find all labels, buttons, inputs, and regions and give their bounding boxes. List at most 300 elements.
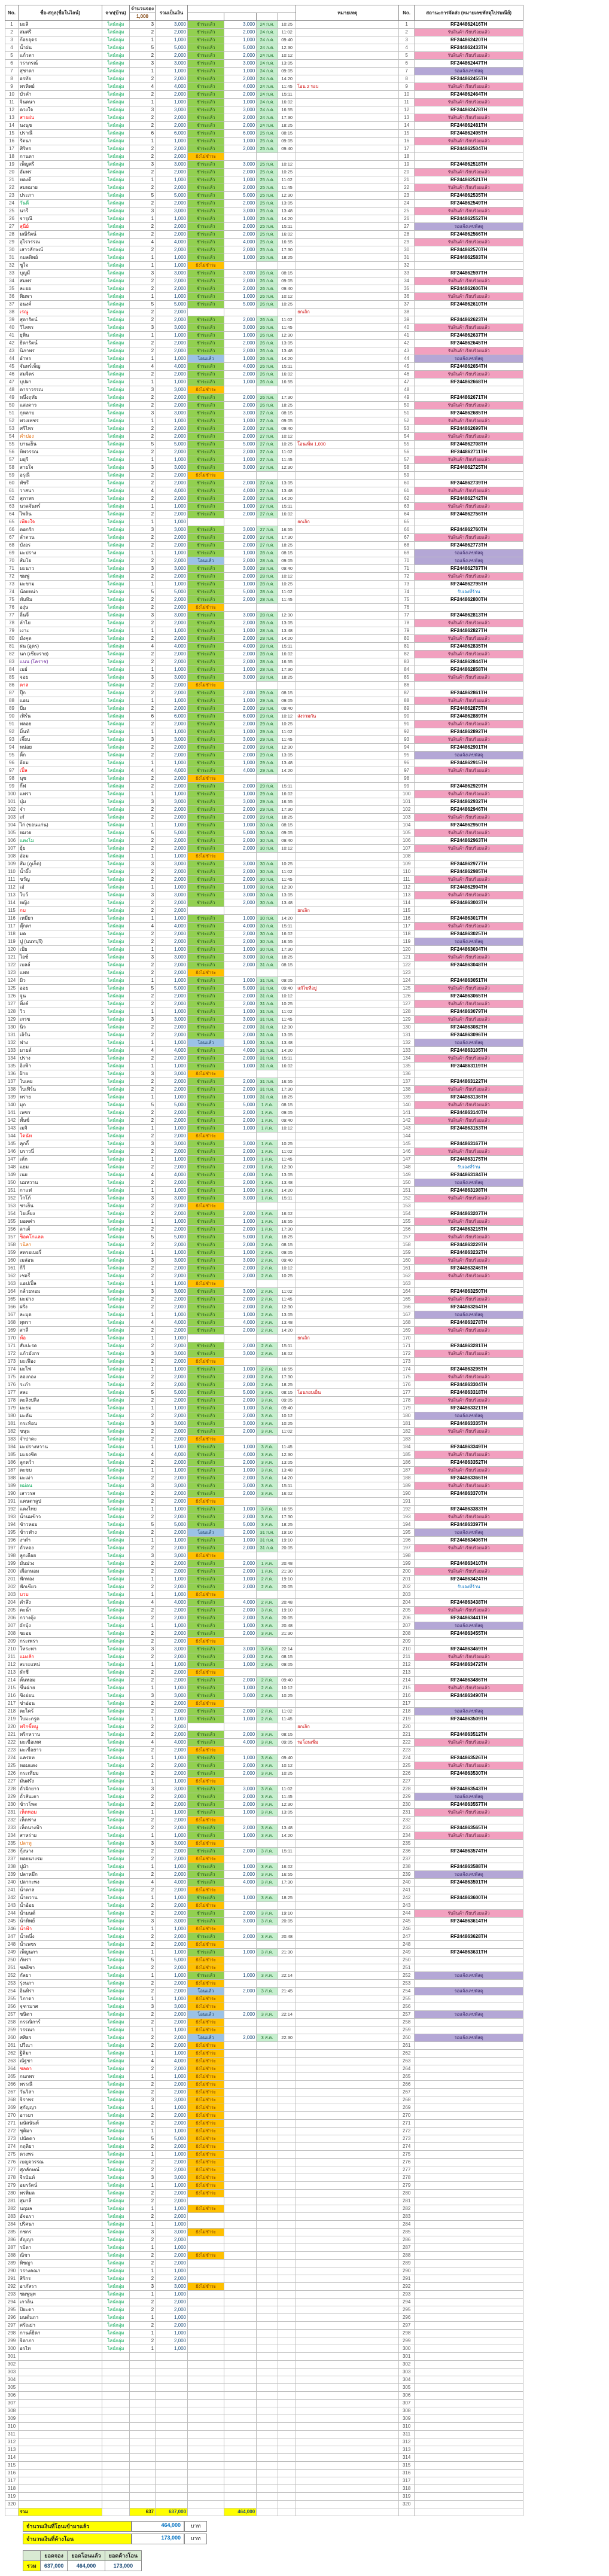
cell-pay[interactable]: [224, 2275, 257, 2283]
cell-from[interactable]: ไลน์กลุ่ม: [102, 1583, 130, 1591]
cell-pay[interactable]: 2,000: [224, 744, 257, 752]
cell-status[interactable]: ชำระแล้ว: [188, 1366, 224, 1374]
cell-no[interactable]: 59: [5, 472, 19, 480]
cell-status[interactable]: [188, 2400, 224, 2407]
cell-name[interactable]: โกโก้: [19, 1195, 102, 1202]
cell-amount[interactable]: 2,000: [156, 1583, 188, 1591]
cell-status[interactable]: ชำระแล้ว: [188, 1063, 224, 1070]
cell-amount[interactable]: 2,000: [156, 1708, 188, 1716]
cell-status[interactable]: ชำระแล้ว: [188, 985, 224, 993]
cell-no2[interactable]: 164: [399, 1288, 415, 1296]
cell-from[interactable]: ไลน์กลุ่ม: [102, 1210, 130, 1218]
cell-time[interactable]: 09:40: [278, 1257, 296, 1265]
cell-note[interactable]: [296, 1319, 399, 1327]
cell-amount[interactable]: 1,000: [156, 2345, 188, 2353]
cell-status[interactable]: ยังไม่ชำระ: [188, 1902, 224, 1910]
cell-from[interactable]: ไลน์กลุ่ม: [102, 215, 130, 223]
cell-status[interactable]: ชำระแล้ว: [188, 480, 224, 487]
cell-date[interactable]: [257, 2166, 278, 2174]
cell-no2[interactable]: 249: [399, 1949, 415, 1957]
cell-time[interactable]: [278, 2128, 296, 2135]
cell-name[interactable]: มะยม: [19, 1405, 102, 1412]
cell-pay[interactable]: 3,000: [224, 526, 257, 534]
cell-status[interactable]: ชำระแล้ว: [188, 868, 224, 876]
cell-pay[interactable]: 2,000: [224, 114, 257, 122]
cell-date[interactable]: 3 ส.ค.: [257, 1879, 278, 1887]
cell-note[interactable]: [296, 1902, 399, 1910]
cell-from[interactable]: ไลน์กลุ่ม: [102, 386, 130, 394]
cell-note[interactable]: [296, 1288, 399, 1296]
cell-from[interactable]: ไลน์กลุ่ม: [102, 1350, 130, 1358]
cell-note[interactable]: [296, 1537, 399, 1545]
cell-name[interactable]: น้ำอ้อย: [19, 1902, 102, 1910]
cell-name[interactable]: มอคค่า: [19, 1218, 102, 1226]
cell-amount[interactable]: 4,000: [156, 1047, 188, 1055]
cell-status[interactable]: ชำระแล้ว: [188, 200, 224, 207]
cell-name[interactable]: ทับทิม: [19, 596, 102, 604]
cell-name[interactable]: เก๋: [19, 814, 102, 822]
cell-date[interactable]: 25 ก.ค.: [257, 161, 278, 169]
cell-qty[interactable]: 2: [130, 2081, 156, 2089]
cell-ship[interactable]: รับสินค้าเรียบร้อยแล้ว: [415, 674, 523, 682]
cell-qty[interactable]: 1: [130, 1778, 156, 1786]
cell-time[interactable]: 16:55: [278, 798, 296, 806]
cell-status[interactable]: ชำระแล้ว: [188, 1607, 224, 1614]
cell-qty[interactable]: 1: [130, 1576, 156, 1583]
cell-pay[interactable]: 2,000: [224, 783, 257, 790]
cell-time[interactable]: 18:25: [278, 814, 296, 822]
cell-no[interactable]: 319: [5, 2493, 19, 2501]
cell-from[interactable]: ไลน์กลุ่ม: [102, 2135, 130, 2143]
cell-status[interactable]: [188, 2236, 224, 2244]
cell-amount[interactable]: 1,000: [156, 977, 188, 985]
cell-amount[interactable]: 2,000: [156, 1490, 188, 1498]
cell-date[interactable]: 3 ส.ค.: [257, 1412, 278, 1420]
cell-from[interactable]: ไลน์กลุ่ม: [102, 1366, 130, 1374]
cell-amount[interactable]: 2,000: [156, 1086, 188, 1094]
cell-no2[interactable]: 306: [399, 2392, 415, 2400]
cell-pay[interactable]: 2,000: [224, 145, 257, 153]
cell-time[interactable]: 09:40: [278, 36, 296, 44]
cell-ship[interactable]: [415, 153, 523, 161]
cell-no2[interactable]: 201: [399, 1576, 415, 1583]
cell-no2[interactable]: 151: [399, 1187, 415, 1195]
cell-amount[interactable]: 1,000: [156, 1008, 188, 1016]
cell-pay[interactable]: [224, 2213, 257, 2221]
cell-no[interactable]: 213: [5, 1669, 19, 1677]
cell-qty[interactable]: 2: [130, 1560, 156, 1568]
cell-name[interactable]: อินทิรา: [19, 1988, 102, 1995]
cell-note[interactable]: [296, 1630, 399, 1638]
cell-time[interactable]: [278, 2135, 296, 2143]
cell-no2[interactable]: 53: [399, 425, 415, 433]
cell-qty[interactable]: 1: [130, 518, 156, 526]
cell-name[interactable]: [19, 2493, 102, 2501]
cell-amount[interactable]: 2,000: [156, 876, 188, 884]
cell-qty[interactable]: 2: [130, 448, 156, 456]
cell-note[interactable]: [296, 1210, 399, 1218]
cell-note[interactable]: [296, 402, 399, 410]
cell-date[interactable]: [257, 853, 278, 860]
cell-ship[interactable]: RF244863140TH: [415, 1109, 523, 1117]
cell-name[interactable]: กล้วยหอม: [19, 1288, 102, 1296]
cell-no2[interactable]: 246: [399, 1925, 415, 1933]
cell-pay[interactable]: [224, 1957, 257, 1964]
cell-from[interactable]: ไลน์กลุ่ม: [102, 1335, 130, 1342]
cell-no2[interactable]: 131: [399, 1031, 415, 1039]
cell-no2[interactable]: 13: [399, 114, 415, 122]
cell-no[interactable]: 179: [5, 1405, 19, 1412]
cell-status[interactable]: [188, 2213, 224, 2221]
cell-no[interactable]: 96: [5, 759, 19, 767]
cell-date[interactable]: [257, 2151, 278, 2159]
cell-qty[interactable]: 3: [130, 324, 156, 332]
cell-no2[interactable]: 301: [399, 2353, 415, 2361]
cell-no[interactable]: 1: [5, 21, 19, 29]
cell-no2[interactable]: 315: [399, 2462, 415, 2470]
cell-amount[interactable]: 1,000: [156, 581, 188, 588]
cell-date[interactable]: 27 ก.ค.: [257, 487, 278, 495]
cell-status[interactable]: ชำระแล้ว: [188, 1568, 224, 1576]
cell-no[interactable]: 131: [5, 1031, 19, 1039]
cell-status[interactable]: ชำระแล้ว: [188, 138, 224, 145]
cell-ship[interactable]: [415, 1887, 523, 1894]
cell-no[interactable]: 296: [5, 2314, 19, 2322]
cell-note[interactable]: [296, 2493, 399, 2501]
cell-from[interactable]: ไลน์กลุ่ม: [102, 1801, 130, 1809]
cell-date[interactable]: 1 ส.ค.: [257, 1101, 278, 1109]
cell-qty[interactable]: 2: [130, 1708, 156, 1716]
cell-no[interactable]: 239: [5, 1871, 19, 1879]
cell-ship[interactable]: RF244862827TH: [415, 627, 523, 635]
cell-no[interactable]: 231: [5, 1809, 19, 1817]
cell-qty[interactable]: 2: [130, 2042, 156, 2050]
cell-status[interactable]: โอนแล้ว: [188, 2011, 224, 2019]
cell-qty[interactable]: 2: [130, 1910, 156, 1918]
cell-no2[interactable]: 120: [399, 946, 415, 954]
cell-status[interactable]: [188, 2345, 224, 2353]
cell-qty[interactable]: 2: [130, 2019, 156, 2026]
cell-name[interactable]: สุภาพร: [19, 495, 102, 503]
cell-ship[interactable]: RF244863526TH: [415, 1754, 523, 1762]
cell-note[interactable]: [296, 138, 399, 145]
cell-qty[interactable]: 4: [130, 363, 156, 371]
cell-from[interactable]: ไลน์กลุ่ม: [102, 977, 130, 985]
cell-time[interactable]: 14:20: [278, 1327, 296, 1335]
cell-status[interactable]: ชำระแล้ว: [188, 1241, 224, 1249]
cell-time[interactable]: 08:15: [278, 130, 296, 138]
cell-name[interactable]: กรรณิการ์: [19, 2019, 102, 2026]
cell-time[interactable]: 16:55: [278, 106, 296, 114]
cell-no2[interactable]: 50: [399, 402, 415, 410]
cell-no2[interactable]: 258: [399, 2019, 415, 2026]
cell-ship[interactable]: RF244862773TH: [415, 542, 523, 550]
cell-name[interactable]: เมจิ: [19, 1125, 102, 1133]
cell-qty[interactable]: 2: [130, 604, 156, 612]
cell-note[interactable]: [296, 2197, 399, 2205]
cell-ship[interactable]: [415, 2221, 523, 2229]
cell-no[interactable]: 230: [5, 1801, 19, 1809]
cell-no2[interactable]: 156: [399, 1226, 415, 1234]
cell-amount[interactable]: 2,000: [156, 1848, 188, 1855]
cell-date[interactable]: 3 ส.ค.: [257, 1972, 278, 1980]
cell-no[interactable]: 140: [5, 1101, 19, 1109]
cell-qty[interactable]: 2: [130, 542, 156, 550]
cell-time[interactable]: 12:30: [278, 612, 296, 619]
cell-from[interactable]: [102, 2423, 130, 2431]
cell-time[interactable]: 12:30: [278, 44, 296, 52]
cell-qty[interactable]: 2: [130, 2322, 156, 2330]
cell-ship[interactable]: RF244863017TH: [415, 915, 523, 923]
cell-no[interactable]: 49: [5, 394, 19, 402]
cell-status[interactable]: ชำระแล้ว: [188, 930, 224, 938]
cell-amount[interactable]: 2,000: [156, 1202, 188, 1210]
cell-pay[interactable]: 3,000: [224, 1195, 257, 1202]
cell-name[interactable]: มะเม่า: [19, 1475, 102, 1482]
cell-time[interactable]: 15:11: [278, 1195, 296, 1202]
cell-time[interactable]: [278, 2376, 296, 2384]
cell-no2[interactable]: 81: [399, 643, 415, 651]
cell-from[interactable]: ไลน์กลุ่ม: [102, 954, 130, 962]
cell-qty[interactable]: 2: [130, 1428, 156, 1436]
cell-no[interactable]: 214: [5, 1677, 19, 1684]
cell-no[interactable]: 311: [5, 2431, 19, 2438]
cell-status[interactable]: ชำระแล้ว: [188, 837, 224, 845]
cell-status[interactable]: [188, 2392, 224, 2400]
cell-name[interactable]: ขิงอ่อน: [19, 1692, 102, 1700]
cell-qty[interactable]: 1: [130, 1684, 156, 1692]
cell-note[interactable]: [296, 363, 399, 371]
cell-from[interactable]: ไลน์กลุ่ม: [102, 83, 130, 91]
cell-time[interactable]: [278, 1902, 296, 1910]
cell-date[interactable]: 2 ส.ค.: [257, 1599, 278, 1607]
cell-ship[interactable]: รับสินค้าเรียบร้อยแล้ว: [415, 892, 523, 899]
cell-status[interactable]: ชำระแล้ว: [188, 814, 224, 822]
cell-no2[interactable]: 105: [399, 829, 415, 837]
cell-name[interactable]: เรณู: [19, 309, 102, 316]
cell-no[interactable]: 302: [5, 2361, 19, 2369]
cell-pay[interactable]: 2,000: [224, 285, 257, 293]
cell-status[interactable]: ชำระแล้ว: [188, 581, 224, 588]
cell-ship[interactable]: รอแจ้งเลขพัสดุ: [415, 223, 523, 231]
cell-pay[interactable]: 4,000: [224, 1599, 257, 1607]
cell-qty[interactable]: 2: [130, 2306, 156, 2314]
cell-time[interactable]: 16:02: [278, 930, 296, 938]
cell-status[interactable]: ชำระแล้ว: [188, 1801, 224, 1809]
cell-name[interactable]: ผักชี: [19, 1669, 102, 1677]
cell-no2[interactable]: 43: [399, 347, 415, 355]
cell-time[interactable]: 15:11: [278, 1342, 296, 1350]
cell-note[interactable]: [296, 1156, 399, 1164]
cell-note[interactable]: [296, 1443, 399, 1451]
cell-name[interactable]: เอ๋: [19, 884, 102, 892]
cell-status[interactable]: ชำระแล้ว: [188, 1000, 224, 1008]
cell-qty[interactable]: 2: [130, 1638, 156, 1646]
cell-pay[interactable]: [224, 2042, 257, 2050]
cell-no[interactable]: 25: [5, 207, 19, 215]
cell-no[interactable]: 298: [5, 2330, 19, 2337]
cell-no[interactable]: 190: [5, 1490, 19, 1498]
cell-note[interactable]: [296, 44, 399, 52]
cell-qty[interactable]: 2: [130, 1412, 156, 1420]
cell-no[interactable]: 60: [5, 480, 19, 487]
cell-name[interactable]: ปนัดดา: [19, 2135, 102, 2143]
cell-note[interactable]: [296, 1055, 399, 1063]
cell-name[interactable]: ทราย: [19, 1094, 102, 1101]
cell-note[interactable]: [296, 2058, 399, 2065]
cell-time[interactable]: 09:40: [278, 285, 296, 293]
cell-no[interactable]: 37: [5, 301, 19, 309]
cell-ship[interactable]: [415, 2003, 523, 2011]
cell-amount[interactable]: 4,000: [156, 83, 188, 91]
cell-date[interactable]: 1 ส.ค.: [257, 1210, 278, 1218]
cell-no[interactable]: 128: [5, 1008, 19, 1016]
cell-date[interactable]: 28 ก.ค.: [257, 550, 278, 557]
cell-from[interactable]: ไลน์กลุ่ม: [102, 1832, 130, 1840]
cell-pay[interactable]: [224, 907, 257, 915]
cell-pay[interactable]: 3,000: [224, 860, 257, 868]
cell-status[interactable]: ยังไม่ชำระ: [188, 2003, 224, 2011]
cell-no2[interactable]: 25: [399, 207, 415, 215]
cell-amount[interactable]: 2,000: [156, 2190, 188, 2197]
cell-date[interactable]: 1 ส.ค.: [257, 1125, 278, 1133]
cell-no[interactable]: 132: [5, 1039, 19, 1047]
cell-time[interactable]: 09:05: [278, 277, 296, 285]
cell-amount[interactable]: 2,000: [156, 744, 188, 752]
cell-no2[interactable]: 281: [399, 2197, 415, 2205]
cell-pay[interactable]: [224, 682, 257, 689]
cell-qty[interactable]: 4: [130, 1451, 156, 1459]
cell-status[interactable]: ชำระแล้ว: [188, 1809, 224, 1817]
cell-date[interactable]: [257, 2431, 278, 2438]
cell-time[interactable]: 14:20: [278, 1475, 296, 1482]
cell-from[interactable]: ไลน์กลุ่ม: [102, 604, 130, 612]
cell-no2[interactable]: 14: [399, 122, 415, 130]
cell-no[interactable]: 301: [5, 2353, 19, 2361]
cell-date[interactable]: [257, 2104, 278, 2112]
cell-no2[interactable]: 251: [399, 1964, 415, 1972]
cell-ship[interactable]: รับสินค้าเรียบร้อยแล้ว: [415, 1762, 523, 1770]
cell-qty[interactable]: 2: [130, 938, 156, 946]
cell-no[interactable]: 153: [5, 1202, 19, 1210]
cell-note[interactable]: [296, 1063, 399, 1070]
cell-ship[interactable]: RF244862711TH: [415, 448, 523, 456]
cell-status[interactable]: [188, 2407, 224, 2415]
cell-no[interactable]: 306: [5, 2392, 19, 2400]
cell-pay[interactable]: 2,000: [224, 246, 257, 254]
cell-no[interactable]: 75: [5, 596, 19, 604]
cell-status[interactable]: ชำระแล้ว: [188, 215, 224, 223]
cell-from[interactable]: ไลน์กลุ่ม: [102, 1568, 130, 1576]
cell-from[interactable]: ไลน์กลุ่ม: [102, 246, 130, 254]
cell-pay[interactable]: [224, 2166, 257, 2174]
cell-note[interactable]: [296, 1506, 399, 1513]
cell-note[interactable]: [296, 1988, 399, 1995]
cell-note[interactable]: [296, 2407, 399, 2415]
cell-ship[interactable]: RF244862455TH: [415, 75, 523, 83]
cell-qty[interactable]: [130, 2407, 156, 2415]
cell-time[interactable]: 19:10: [278, 1529, 296, 1537]
cell-qty[interactable]: 2: [130, 1653, 156, 1661]
cell-note[interactable]: [296, 1420, 399, 1428]
cell-qty[interactable]: 2: [130, 1529, 156, 1537]
cell-date[interactable]: [257, 2314, 278, 2322]
cell-qty[interactable]: 3: [130, 1552, 156, 1560]
cell-time[interactable]: 13:05: [278, 1171, 296, 1179]
cell-note[interactable]: [296, 1249, 399, 1257]
cell-status[interactable]: ชำระแล้ว: [188, 822, 224, 829]
cell-time[interactable]: 17:30: [278, 666, 296, 674]
cell-time[interactable]: 10:25: [278, 1140, 296, 1148]
cell-ship[interactable]: RF244863565TH: [415, 1824, 523, 1832]
cell-time[interactable]: 17:30: [278, 394, 296, 402]
cell-from[interactable]: ไลน์กลุ่ม: [102, 736, 130, 744]
cell-note[interactable]: [296, 752, 399, 759]
cell-amount[interactable]: [156, 2438, 188, 2446]
cell-qty[interactable]: 1: [130, 503, 156, 511]
cell-qty[interactable]: 2: [130, 2299, 156, 2306]
cell-from[interactable]: ไลน์กลุ่ม: [102, 1521, 130, 1529]
cell-note[interactable]: [296, 1234, 399, 1241]
cell-amount[interactable]: 1,000: [156, 1125, 188, 1133]
cell-note[interactable]: [296, 853, 399, 860]
cell-time[interactable]: 11:02: [278, 728, 296, 736]
cell-amount[interactable]: 2,000: [156, 2081, 188, 2089]
cell-no[interactable]: 245: [5, 1918, 19, 1925]
cell-pay[interactable]: 6,000: [224, 130, 257, 138]
cell-status[interactable]: ชำระแล้ว: [188, 876, 224, 884]
cell-amount[interactable]: 1,000: [156, 697, 188, 705]
cell-no2[interactable]: 255: [399, 1995, 415, 2003]
cell-pay[interactable]: 2,000: [224, 1397, 257, 1405]
cell-no[interactable]: 283: [5, 2213, 19, 2221]
cell-ship[interactable]: รับสินค้าเรียบร้อยแล้ว: [415, 1739, 523, 1747]
cell-amount[interactable]: 2,000: [156, 2042, 188, 2050]
cell-from[interactable]: ไลน์กลุ่ม: [102, 200, 130, 207]
cell-qty[interactable]: 1: [130, 1187, 156, 1195]
cell-note[interactable]: [296, 868, 399, 876]
cell-time[interactable]: [278, 1747, 296, 1754]
cell-note[interactable]: [296, 52, 399, 60]
cell-pay[interactable]: 1,000: [224, 977, 257, 985]
cell-time[interactable]: 11:45: [278, 736, 296, 744]
cell-no2[interactable]: 96: [399, 759, 415, 767]
cell-no2[interactable]: 235: [399, 1840, 415, 1848]
cell-pay[interactable]: 2,000: [224, 837, 257, 845]
cell-date[interactable]: [257, 2019, 278, 2026]
cell-note[interactable]: [296, 923, 399, 930]
cell-date[interactable]: 26 ก.ค.: [257, 270, 278, 277]
cell-pay[interactable]: 1,000: [224, 1576, 257, 1583]
cell-date[interactable]: [257, 1995, 278, 2003]
cell-no2[interactable]: 199: [399, 1560, 415, 1568]
cell-amount[interactable]: 2,000: [156, 2337, 188, 2345]
cell-time[interactable]: [278, 2267, 296, 2275]
cell-date[interactable]: 26 ก.ค.: [257, 324, 278, 332]
cell-note[interactable]: [296, 2260, 399, 2267]
cell-time[interactable]: 09:05: [278, 557, 296, 565]
cell-pay[interactable]: [224, 2104, 257, 2112]
cell-amount[interactable]: 2,000: [156, 1747, 188, 1754]
cell-name[interactable]: พัชรี: [19, 480, 102, 487]
cell-note[interactable]: [296, 1941, 399, 1949]
cell-qty[interactable]: [130, 2361, 156, 2369]
cell-date[interactable]: [257, 1980, 278, 1988]
cell-no2[interactable]: 291: [399, 2275, 415, 2283]
cell-pay[interactable]: 2,000: [224, 1490, 257, 1498]
cell-date[interactable]: 27 ก.ค.: [257, 456, 278, 464]
cell-time[interactable]: [278, 1669, 296, 1677]
